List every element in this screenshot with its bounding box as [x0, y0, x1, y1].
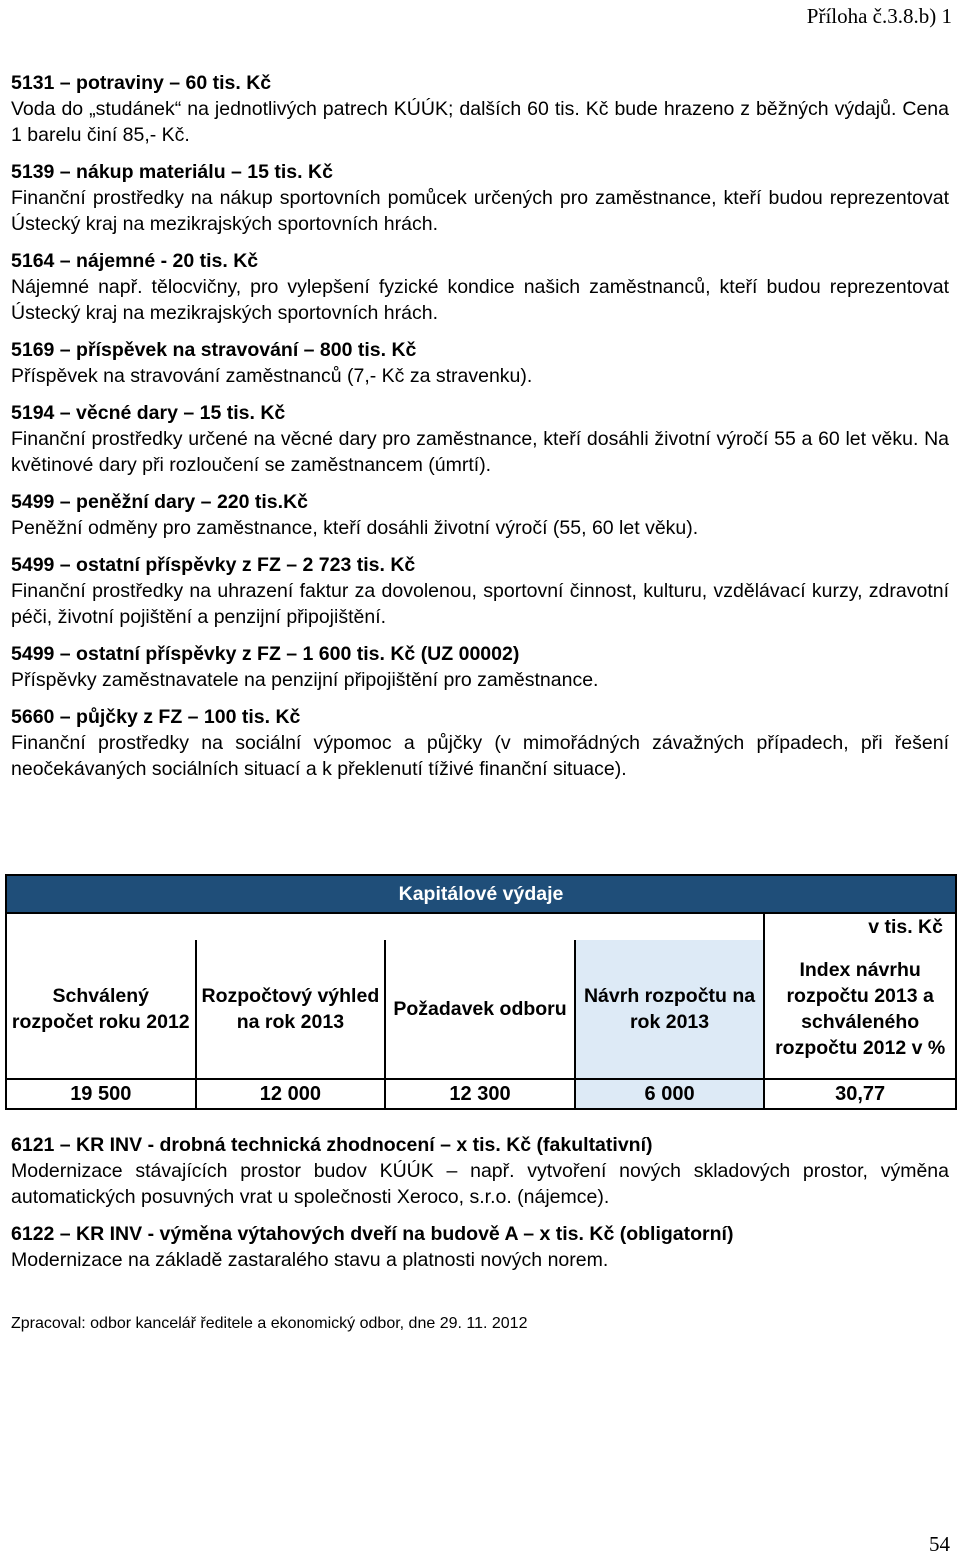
item-title: 6121 – KR INV - drobná technická zhodnocení – x tis. Kč (fakultativní) [11, 1134, 653, 1156]
item-description: Finanční prostředky na uhrazení faktur za dovolenou, sportovní činnost, kulturu, vzdělávací kurzy, zdravotní péči, životní pojištění a penzijní připojištění. [11, 580, 949, 628]
table-cell: 12 000 [196, 1079, 386, 1109]
column-header: Schválený rozpočet roku 2012 [6, 940, 196, 1079]
item-description: Nájemné např. tělocvičny, pro vylepšení fyzické kondice našich zaměstnanců, kteří budou reprezentovat Ústecký kraj na mezikrajských sportovních hrách. [11, 276, 949, 324]
capital-expenditure-table [5, 874, 957, 1110]
item-title: 5499 – ostatní příspěvky z FZ – 1 600 tis. Kč (UZ 00002) [11, 643, 520, 665]
item-description: Peněžní odměny pro zaměstnance, kteří dosáhli životní výročí (55, 60 let věku). [11, 517, 699, 539]
item-title: 5169 – příspěvek na stravování – 800 tis. Kč [11, 339, 417, 361]
item-title: 5660 – půjčky z FZ – 100 tis. Kč [11, 706, 301, 728]
investment-item [11, 1221, 949, 1273]
table-row [6, 1079, 956, 1109]
expense-item [11, 704, 949, 782]
item-description: Příspěvky zaměstnavatele na penzijní připojištění pro zaměstnance. [11, 669, 599, 691]
expense-item [11, 337, 949, 389]
investment-item [11, 1132, 949, 1210]
table-cell: 12 300 [385, 1079, 575, 1109]
expense-item [11, 400, 949, 478]
expense-item [11, 70, 949, 148]
column-header: Požadavek odboru [385, 940, 575, 1079]
expense-item [11, 159, 949, 237]
prepared-by-note: Zpracoval: odbor kancelář ředitele a ekonomický odbor, dne 29. 11. 2012 [11, 1315, 528, 1332]
item-description: Finanční prostředky určené na věcné dary pro zaměstnance, kteří dosáhli životní výročí 55 a 60 let věku. Na květinové dary při rozloučení se zaměstnancem (úmrtí). [11, 428, 949, 476]
column-header: Rozpočtový výhled na rok 2013 [196, 940, 386, 1079]
page-number: 54 [929, 1532, 950, 1556]
item-title: 5164 – nájemné - 20 tis. Kč [11, 250, 259, 272]
expense-item [11, 641, 949, 693]
expense-items [11, 70, 949, 782]
table-title: Kapitálové výdaje [6, 875, 956, 913]
item-title: 5139 – nákup materiálu – 15 tis. Kč [11, 161, 333, 183]
table-cell: 30,77 [764, 1079, 956, 1109]
item-description: Finanční prostředky na nákup sportovních pomůcek určených pro zaměstnance, kteří budou reprezentovat Ústecký kraj na mezikrajských sportovních hrách. [11, 187, 949, 235]
item-title: 5194 – věcné dary – 15 tis. Kč [11, 402, 286, 424]
item-description: Příspěvek na stravování zaměstnanců (7,- Kč za stravenku). [11, 365, 533, 387]
item-description: Voda do „studánek“ na jednotlivých patrech KÚÚK; dalších 60 tis. Kč bude hrazeno z běžných výdajů. Cena 1 barelu činí 85,- Kč. [11, 98, 949, 146]
item-description: Finanční prostředky na sociální výpomoc a půjčky (v mimořádných závažných případech, při řešení neočekávaných sociálních situací a k překlenutí tíživé finanční situace). [11, 732, 949, 780]
expense-item [11, 489, 949, 541]
item-description: Modernizace na základě zastaralého stavu a platnosti nových norem. [11, 1249, 609, 1271]
column-header: Návrh rozpočtu na rok 2013 [575, 940, 765, 1079]
investment-items [11, 1132, 949, 1273]
item-title: 5499 – peněžní dary – 220 tis.Kč [11, 491, 308, 513]
item-description: Modernizace stávajících prostor budov KÚÚK – např. vytvoření nových skladových prostor, výměna automatických posuvných vrat u společnosti Xeroco, s.r.o. (nájemce). [11, 1160, 949, 1208]
table-unit: v tis. Kč [764, 913, 956, 940]
item-title: 5499 – ostatní příspěvky z FZ – 2 723 tis. Kč [11, 554, 416, 576]
column-header: Index návrhu rozpočtu 2013 a schváleného rozpočtu 2012 v % [764, 940, 956, 1079]
expense-item [11, 248, 949, 326]
item-title: 5131 – potraviny – 60 tis. Kč [11, 72, 272, 94]
attachment-label: Příloha č.3.8.b) 1 [806, 4, 952, 28]
table-cell: 6 000 [575, 1079, 765, 1109]
table-cell: 19 500 [6, 1079, 196, 1109]
expense-item [11, 552, 949, 630]
item-title: 6122 – KR INV - výměna výtahových dveří na budově A – x tis. Kč (obligatorní) [11, 1223, 734, 1245]
